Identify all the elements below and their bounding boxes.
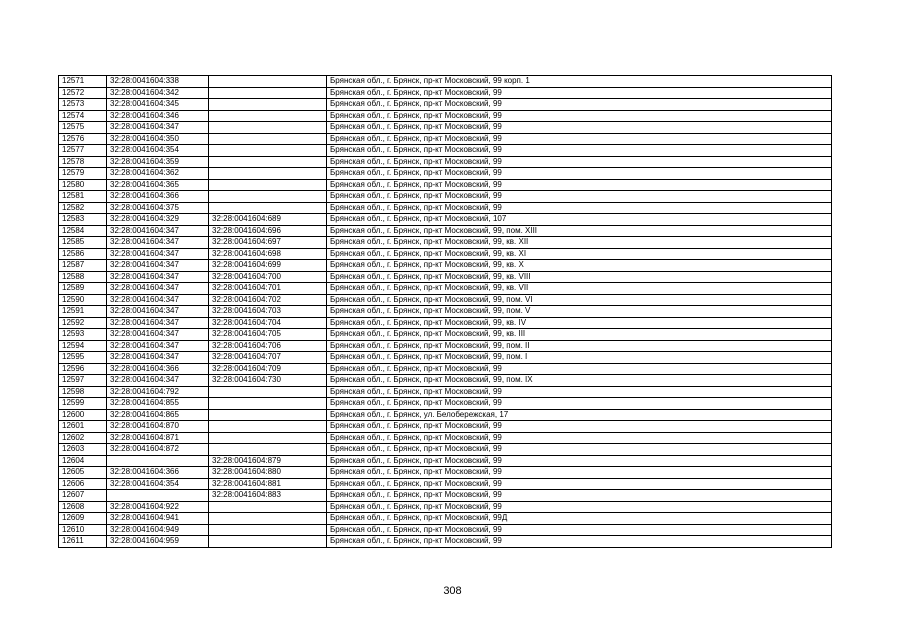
cadastral-number-cell: 32:28:0041604:949	[107, 524, 209, 536]
cadastral-number-cell: 32:28:0041604:346	[107, 110, 209, 122]
cadastral-number-cell: 32:28:0041604:347	[107, 237, 209, 249]
cadastral-number-cell: 32:28:0041604:375	[107, 202, 209, 214]
address-cell: Брянская обл., г. Брянск, пр-кт Московский, 99	[327, 191, 832, 203]
address-cell: Брянская обл., г. Брянск, пр-кт Московский, 99	[327, 99, 832, 111]
object-cadastral-number-cell: 32:28:0041604:706	[209, 340, 327, 352]
cadastral-number-cell: 32:28:0041604:922	[107, 501, 209, 513]
table-row	[59, 317, 832, 329]
object-cadastral-number-cell	[209, 421, 327, 433]
object-cadastral-number-cell: 32:28:0041604:698	[209, 248, 327, 260]
row-number-cell: 12590	[59, 294, 107, 306]
table-row	[59, 455, 832, 467]
row-number-cell: 12576	[59, 133, 107, 145]
address-cell: Брянская обл., г. Брянск, пр-кт Московский, 99	[327, 133, 832, 145]
table-row	[59, 478, 832, 490]
cadastral-number-cell: 32:28:0041604:366	[107, 363, 209, 375]
table-row	[59, 386, 832, 398]
address-cell: Брянская обл., г. Брянск, пр-кт Московский, 99	[327, 110, 832, 122]
address-cell: Брянская обл., г. Брянск, пр-кт Московский, 99, кв. IV	[327, 317, 832, 329]
table-row	[59, 375, 832, 387]
table-row	[59, 421, 832, 433]
row-number-cell: 12607	[59, 490, 107, 502]
table-row	[59, 513, 832, 525]
object-cadastral-number-cell: 32:28:0041604:883	[209, 490, 327, 502]
object-cadastral-number-cell	[209, 76, 327, 88]
table-row	[59, 122, 832, 134]
row-number-cell: 12578	[59, 156, 107, 168]
cadastral-number-cell: 32:28:0041604:350	[107, 133, 209, 145]
object-cadastral-number-cell	[209, 99, 327, 111]
object-cadastral-number-cell	[209, 110, 327, 122]
cadastral-number-cell: 32:28:0041604:342	[107, 87, 209, 99]
address-cell: Брянская обл., г. Брянск, пр-кт Московский, 99	[327, 490, 832, 502]
cadastral-number-cell: 32:28:0041604:365	[107, 179, 209, 191]
cadastral-number-cell: 32:28:0041604:959	[107, 536, 209, 548]
address-cell: Брянская обл., г. Брянск, пр-кт Московский, 99	[327, 122, 832, 134]
object-cadastral-number-cell	[209, 513, 327, 525]
table-row	[59, 202, 832, 214]
row-number-cell: 12581	[59, 191, 107, 203]
row-number-cell: 12610	[59, 524, 107, 536]
cadastral-number-cell: 32:28:0041604:354	[107, 478, 209, 490]
table-row	[59, 237, 832, 249]
table-row	[59, 283, 832, 295]
object-cadastral-number-cell	[209, 87, 327, 99]
address-cell: Брянская обл., г. Брянск, пр-кт Московский, 99Д	[327, 513, 832, 525]
table-row	[59, 536, 832, 548]
object-cadastral-number-cell: 32:28:0041604:700	[209, 271, 327, 283]
table-row	[59, 156, 832, 168]
address-cell: Брянская обл., г. Брянск, пр-кт Московский, 107	[327, 214, 832, 226]
cadastral-number-cell: 32:28:0041604:347	[107, 283, 209, 295]
address-cell: Брянская обл., г. Брянск, пр-кт Московский, 99, пом. IX	[327, 375, 832, 387]
address-cell: Брянская обл., г. Брянск, пр-кт Московский, 99	[327, 524, 832, 536]
row-number-cell: 12589	[59, 283, 107, 295]
table-row	[59, 501, 832, 513]
object-cadastral-number-cell	[209, 432, 327, 444]
object-cadastral-number-cell	[209, 156, 327, 168]
row-number-cell: 12609	[59, 513, 107, 525]
cadastral-number-cell: 32:28:0041604:359	[107, 156, 209, 168]
address-cell: Брянская обл., г. Брянск, пр-кт Московский, 99	[327, 467, 832, 479]
cadastral-number-cell: 32:28:0041604:872	[107, 444, 209, 456]
cadastral-number-cell: 32:28:0041604:347	[107, 329, 209, 341]
object-cadastral-number-cell	[209, 145, 327, 157]
address-cell: Брянская обл., г. Брянск, пр-кт Московский, 99, пом. XIII	[327, 225, 832, 237]
object-cadastral-number-cell	[209, 536, 327, 548]
address-cell: Брянская обл., г. Брянск, пр-кт Московский, 99, кв. XI	[327, 248, 832, 260]
cadastral-number-cell: 32:28:0041604:345	[107, 99, 209, 111]
table-row	[59, 467, 832, 479]
cadastral-number-cell: 32:28:0041604:338	[107, 76, 209, 88]
row-number-cell: 12598	[59, 386, 107, 398]
cadastral-number-cell: 32:28:0041604:366	[107, 191, 209, 203]
row-number-cell: 12600	[59, 409, 107, 421]
object-cadastral-number-cell: 32:28:0041604:701	[209, 283, 327, 295]
row-number-cell: 12587	[59, 260, 107, 272]
address-cell: Брянская обл., г. Брянск, пр-кт Московский, 99	[327, 444, 832, 456]
address-cell: Брянская обл., г. Брянск, пр-кт Московский, 99	[327, 168, 832, 180]
object-cadastral-number-cell	[209, 122, 327, 134]
object-cadastral-number-cell: 32:28:0041604:702	[209, 294, 327, 306]
address-cell: Брянская обл., г. Брянск, пр-кт Московский, 99	[327, 478, 832, 490]
object-cadastral-number-cell: 32:28:0041604:697	[209, 237, 327, 249]
cadastral-number-cell: 32:28:0041604:347	[107, 122, 209, 134]
address-cell: Брянская обл., г. Брянск, пр-кт Московский, 99, кв. III	[327, 329, 832, 341]
object-cadastral-number-cell	[209, 444, 327, 456]
page-number: 308	[443, 585, 462, 597]
object-cadastral-number-cell: 32:28:0041604:689	[209, 214, 327, 226]
object-cadastral-number-cell: 32:28:0041604:705	[209, 329, 327, 341]
address-cell: Брянская обл., г. Брянск, пр-кт Московский, 99	[327, 536, 832, 548]
cadastral-number-cell: 32:28:0041604:366	[107, 467, 209, 479]
table-row	[59, 398, 832, 410]
address-cell: Брянская обл., г. Брянск, пр-кт Московский, 99, пом. II	[327, 340, 832, 352]
table-row	[59, 271, 832, 283]
address-cell: Брянская обл., г. Брянск, пр-кт Московский, 99, кв. XII	[327, 237, 832, 249]
object-cadastral-number-cell	[209, 386, 327, 398]
registry-table	[58, 75, 832, 548]
cadastral-number-cell: 32:28:0041604:347	[107, 317, 209, 329]
address-cell: Брянская обл., г. Брянск, пр-кт Московский, 99	[327, 398, 832, 410]
object-cadastral-number-cell: 32:28:0041604:730	[209, 375, 327, 387]
row-number-cell: 12585	[59, 237, 107, 249]
table-row	[59, 409, 832, 421]
row-number-cell: 12596	[59, 363, 107, 375]
table-row	[59, 260, 832, 272]
table-row	[59, 340, 832, 352]
row-number-cell: 12592	[59, 317, 107, 329]
row-number-cell: 12588	[59, 271, 107, 283]
table-row	[59, 363, 832, 375]
table-row	[59, 99, 832, 111]
row-number-cell: 12595	[59, 352, 107, 364]
table-row	[59, 306, 832, 318]
object-cadastral-number-cell: 32:28:0041604:881	[209, 478, 327, 490]
address-cell: Брянская обл., г. Брянск, пр-кт Московский, 99 корп. 1	[327, 76, 832, 88]
cadastral-number-cell	[107, 455, 209, 467]
row-number-cell: 12593	[59, 329, 107, 341]
row-number-cell: 12591	[59, 306, 107, 318]
address-cell: Брянская обл., г. Брянск, пр-кт Московский, 99	[327, 179, 832, 191]
cadastral-number-cell: 32:28:0041604:347	[107, 294, 209, 306]
row-number-cell: 12605	[59, 467, 107, 479]
address-cell: Брянская обл., г. Брянск, пр-кт Московский, 99	[327, 501, 832, 513]
cadastral-number-cell: 32:28:0041604:347	[107, 248, 209, 260]
object-cadastral-number-cell	[209, 398, 327, 410]
object-cadastral-number-cell	[209, 179, 327, 191]
table-row	[59, 179, 832, 191]
row-number-cell: 12603	[59, 444, 107, 456]
table-row	[59, 168, 832, 180]
row-number-cell: 12604	[59, 455, 107, 467]
cadastral-number-cell: 32:28:0041604:792	[107, 386, 209, 398]
cadastral-number-cell: 32:28:0041604:871	[107, 432, 209, 444]
cadastral-number-cell: 32:28:0041604:347	[107, 271, 209, 283]
row-number-cell: 12597	[59, 375, 107, 387]
row-number-cell: 12571	[59, 76, 107, 88]
row-number-cell: 12582	[59, 202, 107, 214]
table-row	[59, 225, 832, 237]
address-cell: Брянская обл., г. Брянск, пр-кт Московский, 99	[327, 145, 832, 157]
table-row	[59, 294, 832, 306]
table-row	[59, 191, 832, 203]
cadastral-number-cell: 32:28:0041604:347	[107, 340, 209, 352]
cadastral-number-cell: 32:28:0041604:329	[107, 214, 209, 226]
address-cell: Брянская обл., г. Брянск, пр-кт Московский, 99	[327, 363, 832, 375]
table-row	[59, 133, 832, 145]
cadastral-number-cell: 32:28:0041604:941	[107, 513, 209, 525]
table-row	[59, 490, 832, 502]
cadastral-number-cell	[107, 490, 209, 502]
cadastral-number-cell: 32:28:0041604:347	[107, 352, 209, 364]
table-row	[59, 352, 832, 364]
row-number-cell: 12573	[59, 99, 107, 111]
table-row	[59, 329, 832, 341]
cadastral-number-cell: 32:28:0041604:855	[107, 398, 209, 410]
row-number-cell: 12611	[59, 536, 107, 548]
cadastral-number-cell: 32:28:0041604:362	[107, 168, 209, 180]
object-cadastral-number-cell	[209, 524, 327, 536]
table-row	[59, 444, 832, 456]
table-row	[59, 432, 832, 444]
row-number-cell: 12574	[59, 110, 107, 122]
registry-table-body	[59, 76, 832, 548]
object-cadastral-number-cell: 32:28:0041604:703	[209, 306, 327, 318]
object-cadastral-number-cell: 32:28:0041604:707	[209, 352, 327, 364]
object-cadastral-number-cell	[209, 133, 327, 145]
cadastral-number-cell: 32:28:0041604:347	[107, 260, 209, 272]
row-number-cell: 12599	[59, 398, 107, 410]
object-cadastral-number-cell: 32:28:0041604:879	[209, 455, 327, 467]
object-cadastral-number-cell: 32:28:0041604:696	[209, 225, 327, 237]
object-cadastral-number-cell	[209, 501, 327, 513]
address-cell: Брянская обл., г. Брянск, пр-кт Московский, 99, пом. V	[327, 306, 832, 318]
address-cell: Брянская обл., г. Брянск, пр-кт Московский, 99, пом. VI	[327, 294, 832, 306]
object-cadastral-number-cell: 32:28:0041604:699	[209, 260, 327, 272]
object-cadastral-number-cell: 32:28:0041604:709	[209, 363, 327, 375]
address-cell: Брянская обл., г. Брянск, пр-кт Московский, 99, кв. VIII	[327, 271, 832, 283]
address-cell: Брянская обл., г. Брянск, пр-кт Московский, 99	[327, 386, 832, 398]
row-number-cell: 12601	[59, 421, 107, 433]
object-cadastral-number-cell	[209, 409, 327, 421]
address-cell: Брянская обл., г. Брянск, пр-кт Московский, 99, кв. VII	[327, 283, 832, 295]
table-row	[59, 248, 832, 260]
table-row	[59, 145, 832, 157]
object-cadastral-number-cell	[209, 191, 327, 203]
table-row	[59, 110, 832, 122]
table-row	[59, 214, 832, 226]
row-number-cell: 12583	[59, 214, 107, 226]
row-number-cell: 12577	[59, 145, 107, 157]
object-cadastral-number-cell	[209, 202, 327, 214]
address-cell: Брянская обл., г. Брянск, пр-кт Московский, 99, кв. X	[327, 260, 832, 272]
row-number-cell: 12580	[59, 179, 107, 191]
address-cell: Брянская обл., г. Брянск, пр-кт Московский, 99	[327, 432, 832, 444]
row-number-cell: 12584	[59, 225, 107, 237]
table-row	[59, 76, 832, 88]
table-row	[59, 524, 832, 536]
address-cell: Брянская обл., г. Брянск, ул. Белобережская, 17	[327, 409, 832, 421]
row-number-cell: 12572	[59, 87, 107, 99]
address-cell: Брянская обл., г. Брянск, пр-кт Московский, 99	[327, 455, 832, 467]
row-number-cell: 12586	[59, 248, 107, 260]
row-number-cell: 12602	[59, 432, 107, 444]
row-number-cell: 12606	[59, 478, 107, 490]
address-cell: Брянская обл., г. Брянск, пр-кт Московский, 99	[327, 202, 832, 214]
object-cadastral-number-cell	[209, 168, 327, 180]
address-cell: Брянская обл., г. Брянск, пр-кт Московский, 99, пом. I	[327, 352, 832, 364]
cadastral-number-cell: 32:28:0041604:347	[107, 306, 209, 318]
row-number-cell: 12608	[59, 501, 107, 513]
row-number-cell: 12594	[59, 340, 107, 352]
object-cadastral-number-cell: 32:28:0041604:880	[209, 467, 327, 479]
row-number-cell: 12579	[59, 168, 107, 180]
object-cadastral-number-cell: 32:28:0041604:704	[209, 317, 327, 329]
address-cell: Брянская обл., г. Брянск, пр-кт Московский, 99	[327, 87, 832, 99]
table-row	[59, 87, 832, 99]
cadastral-number-cell: 32:28:0041604:354	[107, 145, 209, 157]
cadastral-number-cell: 32:28:0041604:347	[107, 375, 209, 387]
cadastral-number-cell: 32:28:0041604:347	[107, 225, 209, 237]
cadastral-number-cell: 32:28:0041604:870	[107, 421, 209, 433]
address-cell: Брянская обл., г. Брянск, пр-кт Московский, 99	[327, 421, 832, 433]
address-cell: Брянская обл., г. Брянск, пр-кт Московский, 99	[327, 156, 832, 168]
cadastral-number-cell: 32:28:0041604:865	[107, 409, 209, 421]
row-number-cell: 12575	[59, 122, 107, 134]
